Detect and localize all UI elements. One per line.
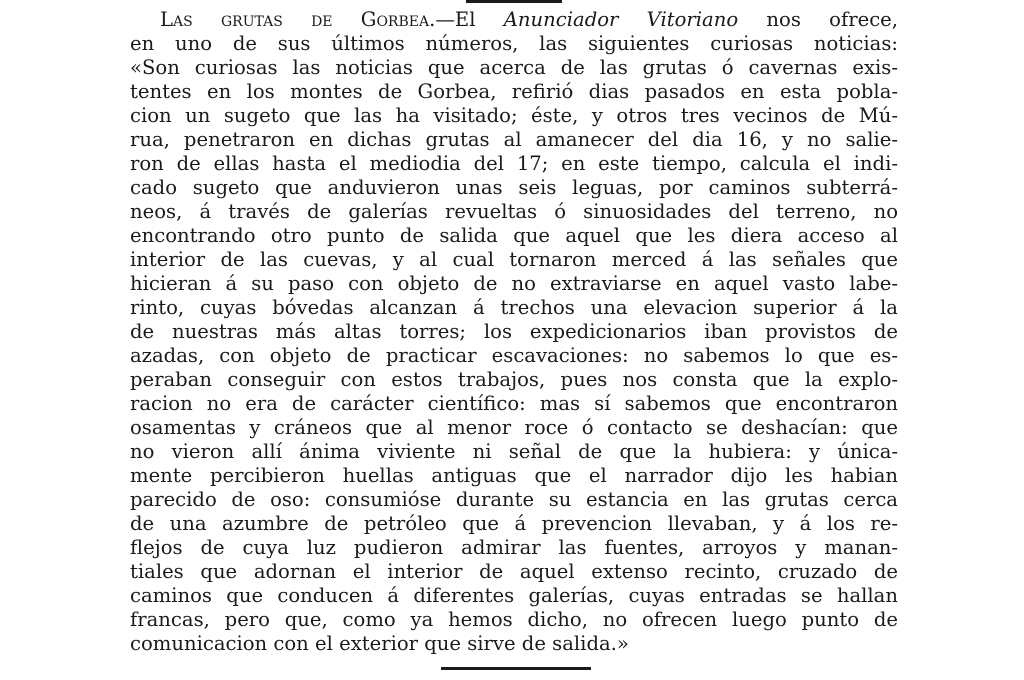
text-line: neos, á través de galerías revueltas ó sinuosidades del terreno, no: [130, 200, 898, 223]
publication-name: Anunciador Vitoriano: [503, 8, 739, 31]
text-line: tentes en los montes de Gorbea, refirió dias pasados en esta pobla-: [130, 80, 898, 103]
text-line: no vieron allí ánima viviente ni señal de que la hubiera: y única-: [130, 440, 898, 463]
text-line: «Son curiosas las noticias que acerca de las grutas ó cavernas exis-: [130, 56, 898, 79]
article-body: [130, 8, 898, 656]
article-title: Las grutas de Gorbea.: [160, 8, 436, 31]
text-line: en uno de sus últimos números, las siguientes curiosas noticias:: [130, 32, 898, 55]
text-line: encontrando otro punto de salida que aquel que les diera acceso al: [130, 224, 898, 247]
article-first-line: [130, 8, 898, 32]
text-line: racion no era de carácter científico: mas sí sabemos que encontraron: [130, 392, 898, 415]
text-line: cion un sugeto que las ha visitado; éste, y otros tres vecinos de Mú-: [130, 104, 898, 127]
text-line: de nuestras más altas torres; los expedicionarios iban provistos de: [130, 320, 898, 343]
text-line: peraban conseguir con estos trabajos, pues nos consta que la explo-: [130, 368, 898, 391]
text-line: rinto, cuyas bóvedas alcanzan á trechos una elevacion superior á la: [130, 296, 898, 319]
text-line: interior de las cuevas, y al cual tornaron merced á las señales que: [130, 248, 898, 271]
text-line: francas, pero que, como ya hemos dicho, no ofrecen luego punto de: [130, 608, 898, 631]
text-line: ron de ellas hasta el mediodia del 17; en este tiempo, calcula el indi-: [130, 152, 898, 175]
text-line: parecido de oso: consumióse durante su estancia en las grutas cerca: [130, 488, 898, 511]
text-line: osamentas y cráneos que al menor roce ó contacto se deshacían: que: [130, 416, 898, 439]
text-line: flejos de cuya luz pudieron admirar las fuentes, arroyos y manan-: [130, 536, 898, 559]
text-line-last: comunicacion con el exterior que sirve de salida.»: [130, 632, 629, 655]
text-line: de una azumbre de petróleo que á prevencion llevaban, y á los re-: [130, 512, 898, 535]
text-line: cado sugeto que anduvieron unas seis leguas, por caminos subterrá-: [130, 176, 898, 199]
text-line: hicieran á su paso con objeto de no extraviarse en aquel vasto labe-: [130, 272, 898, 295]
text-line: caminos que conducen á diferentes galerías, cuyas entradas se hallan: [130, 584, 898, 607]
bottom-separator-rule: [441, 667, 591, 670]
top-separator-rule: [466, 0, 562, 3]
text-line: rua, penetraron en dichas grutas al amanecer del dia 16, y no salie-: [130, 128, 898, 151]
text-line: tiales que adornan el interior de aquel extenso recinto, cruzado de: [130, 560, 898, 583]
text-line: mente percibieron huellas antiguas que el narrador dijo les habian: [130, 464, 898, 487]
first-line-tail: nos ofrece,: [738, 8, 898, 31]
text-line: azadas, con objeto de practicar escavaciones: no sabemos lo que es-: [130, 344, 898, 367]
article-dash: —El: [435, 8, 504, 31]
